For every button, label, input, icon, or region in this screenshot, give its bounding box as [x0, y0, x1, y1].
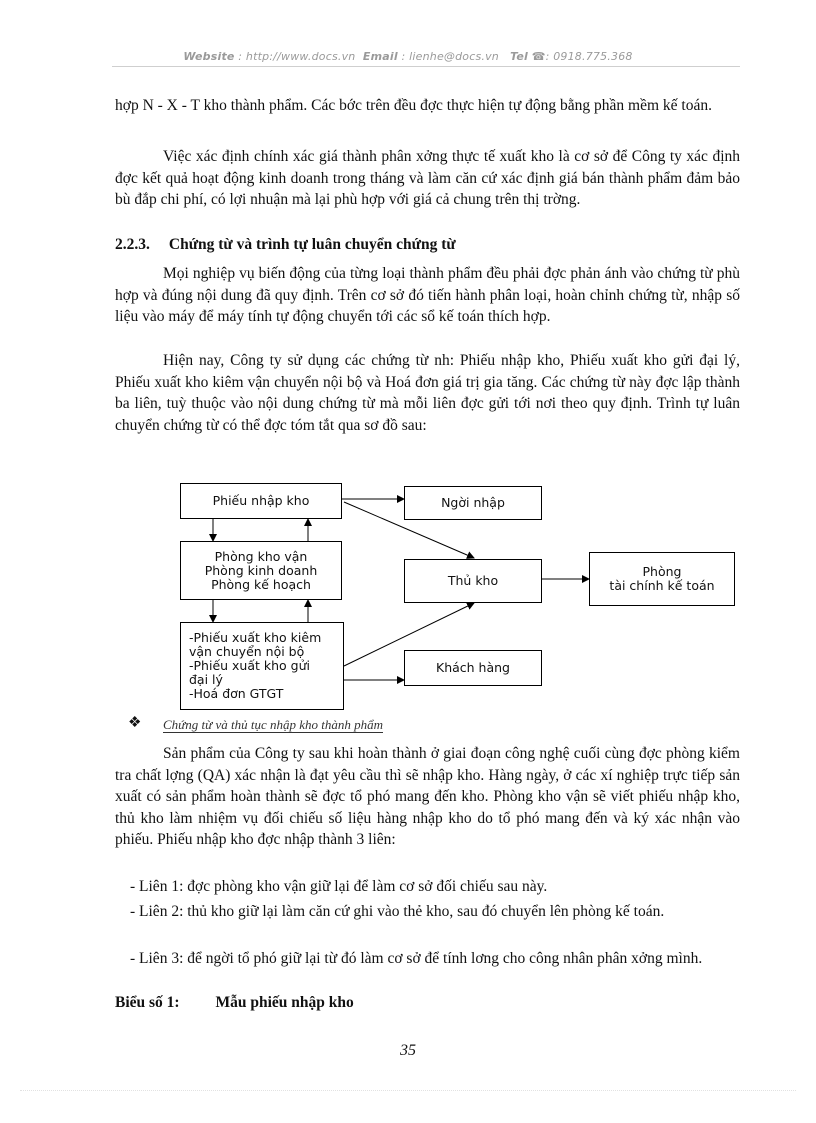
box-thu-kho [404, 559, 542, 603]
tel-label: Tel [510, 50, 528, 63]
box-phieu-nhap-kho-label: Phiếu nhập kho [212, 493, 310, 508]
list-item-lien-2: - Liên 2: thủ kho giữ lại làm căn cứ ghi vào thẻ kho, sau đó chuyển lên phòng kế toán. [130, 903, 665, 920]
box-chung-tu-line-3: -Phiếu xuất kho gửi [189, 658, 310, 673]
list-item-lien-1: - Liên 1: đợc phòng kho vận giữ lại để làm cơ sở đối chiếu sau này. [130, 878, 548, 895]
box-phong-line-3: Phòng kế hoạch [211, 576, 311, 592]
paragraph-2: Việc xác định chính xác giá thành phân xởng thực tế xuất kho là cơ sở để Công ty xác định đợc kết quả hoạt động kinh doanh trong tháng và làm căn cứ xác định giá bán thành phẩm đảm bảo bù đắp chi phí, có lợi nhuận mà lại phù hợp với giá cả chung trên thị trờng. [115, 148, 740, 208]
paragraph-4: Hiện nay, Công ty sử dụng các chứng từ nh: Phiếu nhập kho, Phiếu xuất kho gửi đại lý, Phiếu xuất kho kiêm vận chuyển nội bộ và Hoá đơn giá trị gia tăng. Các chứng từ này đợc lập thành ba liên, tuỳ thuộc vào nội dung chứng từ mà mỗi liên đợc gửi tới nơi theo quy định. Trình tự luân chuyển chứng từ có thể đợc tóm tắt qua sơ đồ sau: [115, 352, 740, 434]
email-value[interactable]: : lienhe@docs.vn [401, 50, 499, 63]
phone-icon: ☎ [531, 50, 546, 63]
box-phieu-nhap-kho [180, 483, 342, 519]
box-chung-tu-line-2: vận chuyển nội bộ [189, 644, 305, 659]
paragraph-5: Sản phẩm của Công ty sau khi hoàn thành ở giai đoạn công nghệ cuối cùng đợc phòng kiểm tra chất lợng (QA) xác nhận là đạt yêu cầu thì sẽ nhập kho. Hàng ngày, ở các xí nghiệp trực tiếp sản xuất có sản phẩm hoàn thành sẽ đợc tổ phó mang đến kho. Phòng kho vận sẽ viết phiếu nhập kho, thủ kho làm nhiệm vụ đối chiếu số liệu hàng nhập kho do tổ phó mang đến và ký xác nhận vào phiếu. Phiếu nhập kho đợc nhập thành 3 liên: [115, 745, 740, 848]
box-phong-ban [180, 541, 342, 600]
website-label: Website [183, 50, 235, 63]
footer-rule [20, 1090, 796, 1091]
bieu-label: Biểu số 1: [115, 994, 180, 1011]
paragraph-1: hợp N - X - T kho thành phẩm. Các bớc trên đều đợc thực hiện tự động bằng phần mềm kế toán. [115, 97, 712, 114]
diamond-bullet-icon: ❖ [128, 715, 142, 731]
website-value[interactable]: : http://www.docs.vn [238, 50, 356, 63]
box-tai-chinh-line-2: tài chính kế toán [609, 578, 715, 593]
box-nguoi-nhap-label: Ngời nhập [441, 495, 505, 510]
bieu-heading [115, 994, 354, 1012]
section-number: 2.2.3. [115, 236, 150, 253]
diagram-caption: Chứng từ và thủ tục nhập kho thành phẩm [163, 717, 383, 732]
page-number: 35 [400, 1042, 416, 1059]
list-item-lien-3: - Liên 3: để ngời tổ phó giữ lại từ đó làm cơ sở để tính lơng cho công nhân phân xởng mình. [130, 950, 703, 967]
bieu-title: Mẫu phiếu nhập kho [215, 994, 354, 1011]
box-phong-line-1: Phòng kho vận [214, 548, 308, 564]
email-label: Email [362, 50, 398, 63]
section-title: Chứng từ và trình tự luân chuyển chứng từ [168, 236, 456, 253]
box-chung-tu-line-1: -Phiếu xuất kho kiêm [189, 630, 322, 645]
box-phong-line-2: Phòng kinh doanh [204, 562, 318, 578]
box-chung-tu-xuat [180, 622, 344, 710]
box-nguoi-nhap [404, 486, 542, 520]
box-phong-tai-chinh [589, 552, 735, 606]
box-chung-tu-line-5: -Hoá đơn GTGT [189, 686, 284, 701]
box-tai-chinh-line-1: Phòng [642, 564, 682, 579]
box-chung-tu-line-4: đại lý [189, 672, 223, 687]
box-khach-hang [404, 650, 542, 686]
paragraph-3: Mọi nghiệp vụ biến động của từng loại thành phẩm đều phải đợc phản ánh vào chứng từ phù hợp và đúng nội dung đã quy định. Trên cơ sở đó tiến hành phân loại, hoàn chỉnh chứng từ, nhập số liệu vào máy để máy tính tự động chuyển tới các sổ kế toán thích hợp. [115, 265, 740, 325]
box-khach-hang-label: Khách hàng [436, 660, 510, 675]
box-thu-kho-label: Thủ kho [447, 573, 499, 588]
tel-value: : 0918.775.368 [545, 50, 633, 63]
